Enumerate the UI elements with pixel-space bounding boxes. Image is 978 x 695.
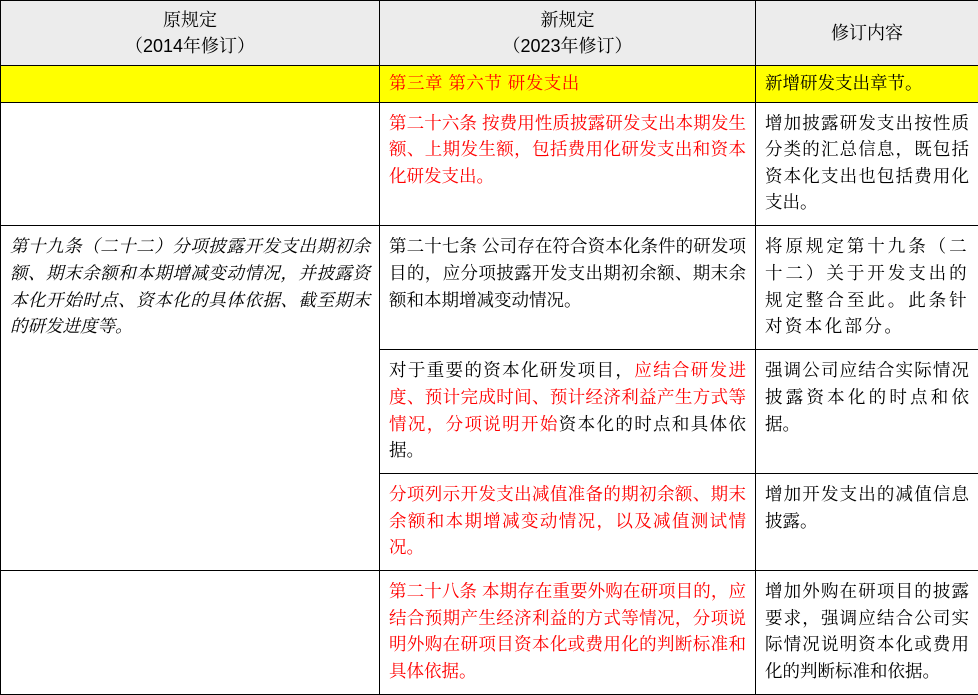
cell-new-rule: [380, 350, 756, 474]
column-header-old-rule-line1: 原规定: [163, 10, 217, 30]
cell-old-rule: [1, 571, 380, 695]
cell-old-rule: [1, 66, 380, 102]
table-row: [1, 226, 978, 350]
column-header-old-rule: [1, 1, 380, 66]
cell-revision-note: [756, 226, 978, 350]
cell-old-rule: [1, 226, 380, 571]
table-row: [1, 571, 978, 695]
cell-new-rule-text: 第二十八条 本期存在重要外购在研项目的，应结合预期产生经济利益的方式等情况，分项说明外购在研项目资本化或费用化的判断标准和具体依据。: [389, 581, 746, 681]
cell-revision-note-text: 新增研发支出章节。: [765, 73, 923, 94]
cell-new-rule: [380, 226, 756, 350]
cell-old-rule: [1, 102, 380, 226]
cell-new-rule: [380, 102, 756, 226]
cell-revision-note-text: 增加开发支出的减值信息披露。: [765, 484, 969, 531]
cell-revision-note: [756, 474, 978, 571]
cell-new-rule-segment: 应结合研发进度、预计完成时间、预计经济利益产生方式等情况，分项说明开始: [389, 360, 747, 434]
cell-new-rule: [380, 66, 756, 102]
cell-revision-note-text: 增加外购在研项目的披露要求，强调应结合公司实际情况说明资本化或费用化的判断标准和依据。: [765, 581, 969, 681]
cell-new-rule-text: 第二十六条 按费用性质披露研发支出本期发生额、上期发生额，包括费用化研发支出和资本化研发支出。: [389, 112, 746, 186]
cell-new-rule: [380, 474, 756, 571]
cell-new-rule-segment: 资本化的时点和具体依据。: [389, 413, 746, 461]
table-body: [1, 66, 978, 695]
table-header: [1, 1, 978, 66]
column-header-old-rule-line2: （2014年修订）: [124, 36, 256, 57]
column-header-new-rule-line2: （2023年修订）: [502, 36, 633, 57]
cell-new-rule-text: 第二十七条 公司存在符合资本化条件的研发项目的，应分项披露开发支出期初余额、期末余额和本期增减变动情况。: [389, 236, 746, 310]
cell-old-rule-text: 第十九条（二十二）分项披露开发支出期初余额、期末余额和本期增减变动情况，并披露资本化开始时点、资本化的具体依据、截至期末的研发进度等。: [10, 236, 370, 337]
column-header-revision-content-line1: 修订内容: [831, 23, 903, 44]
table-header-row: [1, 1, 978, 66]
cell-new-rule-segment: 对于重要的资本化研发项目，: [389, 360, 635, 381]
cell-revision-note: [756, 571, 978, 695]
table-row: [1, 102, 978, 226]
cell-new-rule-text: 分项列示开发支出减值准备的期初余额、期末余额和本期增减变动情况，以及减值测试情况。: [389, 484, 746, 558]
cell-revision-note: [756, 102, 978, 226]
cell-revision-note-text: 强调公司应结合实际情况披露资本化的时点和依据。: [765, 360, 969, 434]
column-header-revision-content: [756, 1, 978, 66]
cell-new-rule-text: [389, 357, 746, 463]
cell-revision-note-text: 增加披露研发支出按性质分类的汇总信息，既包括资本化支出也包括费用化支出。: [765, 112, 969, 213]
table-row: [1, 66, 978, 102]
column-header-new-rule-line1: 新规定: [540, 10, 595, 30]
column-header-new-rule: [380, 1, 756, 66]
cell-revision-note-text: 将原规定第十九条（二十二）关于开发支出的规定整合至此。此条针对资本化部分。: [765, 236, 969, 337]
cell-revision-note: [756, 66, 978, 102]
cell-new-rule: [380, 571, 756, 695]
cell-revision-note: [756, 350, 978, 474]
cell-new-rule-text: 第三章 第六节 研发支出: [389, 73, 580, 94]
